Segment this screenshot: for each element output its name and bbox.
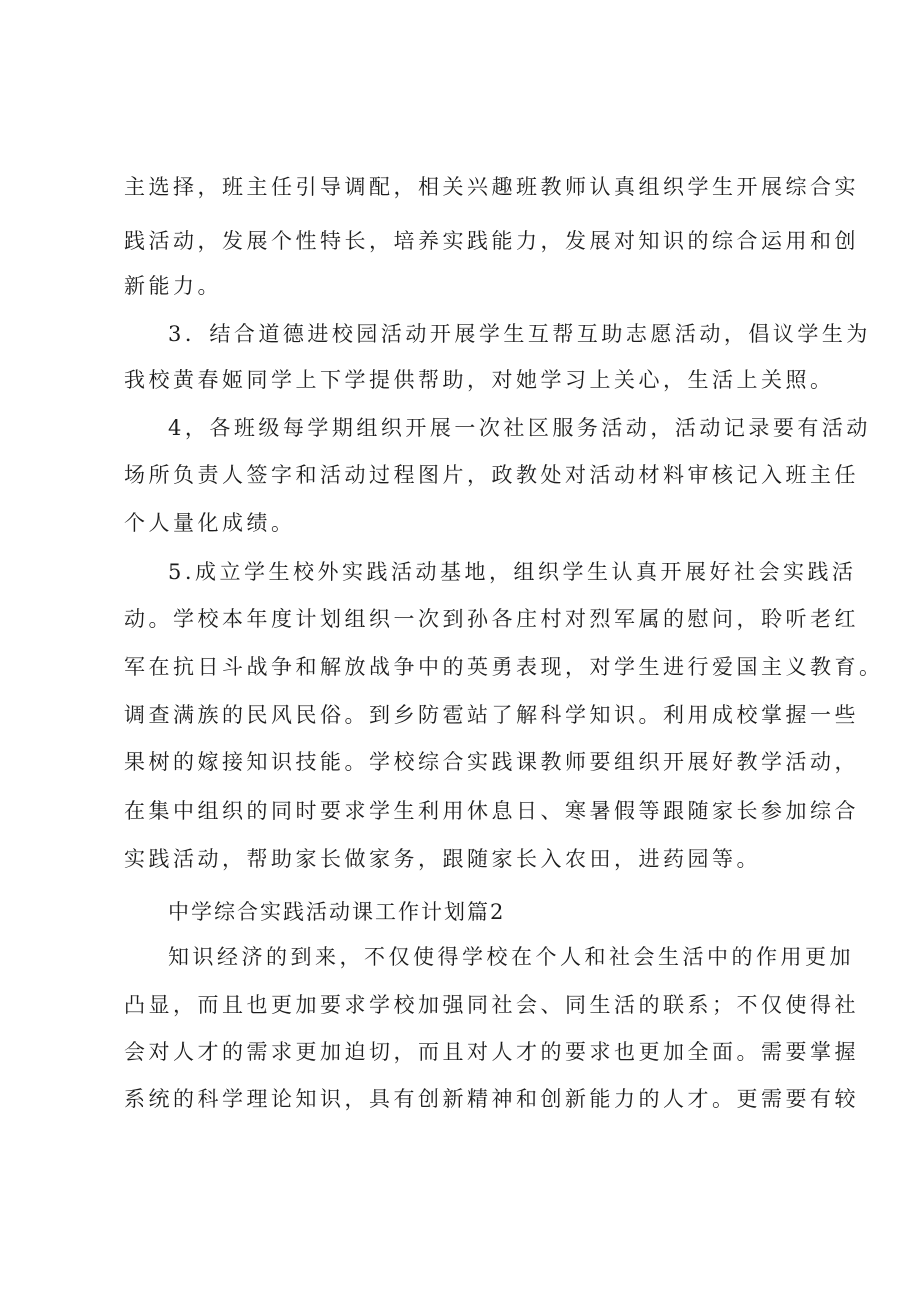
text-line: 践活动，发展个性特长，培养实践能力，发展对知识的综合运用和创 <box>124 229 859 253</box>
text-line: 实践活动，帮助家长做家务，跟随家长入农田，进药园等。 <box>124 847 761 871</box>
text-line: 5.成立学生校外实践活动基地，组织学生认真开展好社会实践活 <box>168 560 857 584</box>
text-line: 知识经济的到来，不仅使得学校在个人和社会生活中的作用更加 <box>168 945 854 969</box>
text-line: 果树的嫁接知识技能。学校综合实践课教师要组织开展好教学活动， <box>124 750 859 774</box>
text-line: 动。学校本年度计划组织一次到孙各庄村对烈军属的慰问，聆听老红 <box>124 607 859 631</box>
text-line: 军在抗日斗战争和解放战争中的英勇表现，对学生进行爱国主义教育。 <box>124 655 884 679</box>
text-line: 会对人才的需求更加迫切，而且对人才的要求也更加全面。需要掌握 <box>124 1040 859 1064</box>
text-line: 调查满族的民风民俗。到乡防雹站了解科学知识。利用成校掌握一些 <box>124 703 859 727</box>
text-line: 4，各班级每学期组织开展一次社区服务活动，活动记录要有活动 <box>168 416 871 440</box>
text-line: 凸显，而且也更加要求学校加强同社会、同生活的联系；不仅使得社 <box>124 993 859 1017</box>
text-line: 我校黄春姬同学上下学提供帮助，对她学习上关心，生活上关照。 <box>124 368 835 392</box>
section-heading: 中学综合实践活动课工作计划篇2 <box>168 900 506 924</box>
text-line: 个人量化成绩。 <box>124 511 296 535</box>
text-line: 系统的科学理论知识，具有创新精神和创新能力的人才。更需要有较 <box>124 1087 859 1111</box>
text-line: 在集中组织的同时要求学生利用休息日、寒暑假等跟随家长参加综合 <box>124 799 859 823</box>
text-line: 新能力。 <box>124 274 222 298</box>
text-line: 3．结合道德进校园活动开展学生互帮互助志愿活动，倡议学生为 <box>168 322 871 346</box>
text-line: 场所负责人签字和活动过程图片，政教处对活动材料审核记入班主任 <box>124 463 859 487</box>
text-line: 主选择，班主任引导调配，相关兴趣班教师认真组织学生开展综合实 <box>124 175 859 199</box>
